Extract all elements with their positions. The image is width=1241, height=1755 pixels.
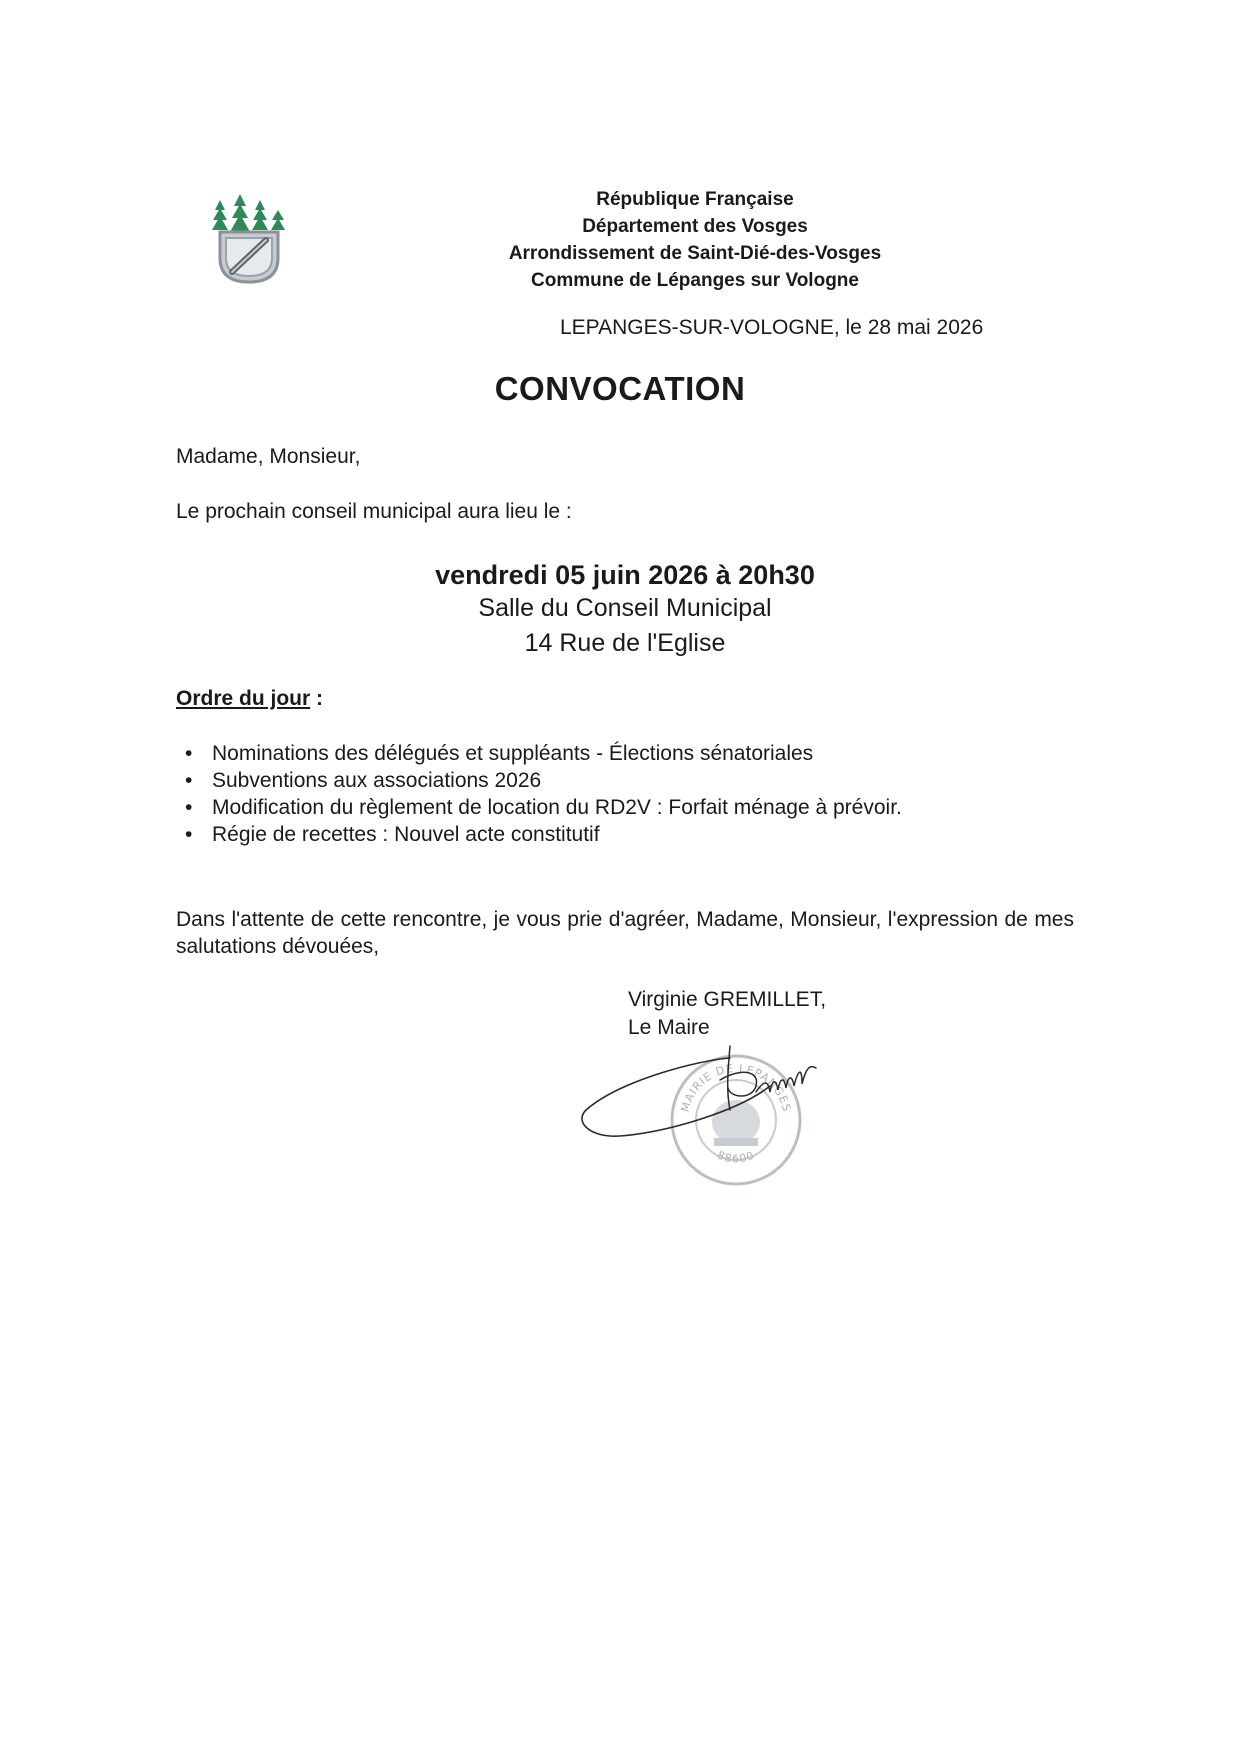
meeting-date-time: vendredi 05 juin 2026 à 20h30 <box>435 560 815 590</box>
agenda-heading <box>176 687 323 711</box>
header-departement: Département des Vosges <box>582 216 808 237</box>
document-title: CONVOCATION <box>494 370 746 407</box>
bullet-icon: • <box>185 769 193 792</box>
bullet-icon: • <box>185 796 193 819</box>
bullet-icon: • <box>185 823 193 846</box>
header-arrondissement: Arrondissement de Saint-Dié-des-Vosges <box>508 243 882 264</box>
agenda-item-text: Nominations des délégués et suppléants - Élections sénatoriales <box>212 742 814 765</box>
meeting-room: Salle du Conseil Municipal <box>478 594 772 622</box>
header-republique: République Française <box>596 189 794 210</box>
closing-text: Dans l'attente de cette rencontre, je vous prie d'agréer, Madame, Monsieur, l'expression de mes salutations dévouées, <box>176 908 1074 958</box>
signer-title: Le Maire <box>628 1016 710 1039</box>
agenda-item-text: Modification du règlement de location du RD2V : Forfait ménage à prévoir. <box>212 796 902 819</box>
meeting-address: 14 Rue de l'Eglise <box>524 629 726 657</box>
agenda-heading-label: Ordre du jour <box>176 687 311 710</box>
salutation: Madame, Monsieur, <box>176 445 361 468</box>
agenda-list <box>176 740 996 848</box>
agenda-item <box>176 740 996 767</box>
place-and-date: LEPANGES-SUR-VOLOGNE, le 28 mai 2026 <box>560 316 984 339</box>
agenda-item-text: Subventions aux associations 2026 <box>212 769 542 792</box>
header-commune: Commune de Lépanges sur Vologne <box>531 270 859 291</box>
svg-text:88600: 88600 <box>715 1148 757 1166</box>
agenda-item <box>176 821 996 848</box>
commune-logo-icon <box>210 186 288 286</box>
handwritten-signature <box>580 1040 850 1160</box>
agenda-item <box>176 794 996 821</box>
agenda-heading-suffix: : <box>310 687 324 710</box>
bullet-icon: • <box>185 742 193 765</box>
agenda-item-text: Régie de recettes : Nouvel acte constitutif <box>212 823 600 846</box>
svg-text:MAIRIE DE LEPANGES: MAIRIE DE LEPANGES <box>678 1061 794 1114</box>
signer-name: Virginie GREMILLET, <box>628 988 827 1011</box>
agenda-item <box>176 767 996 794</box>
intro-text: Le prochain conseil municipal aura lieu le : <box>176 500 572 523</box>
